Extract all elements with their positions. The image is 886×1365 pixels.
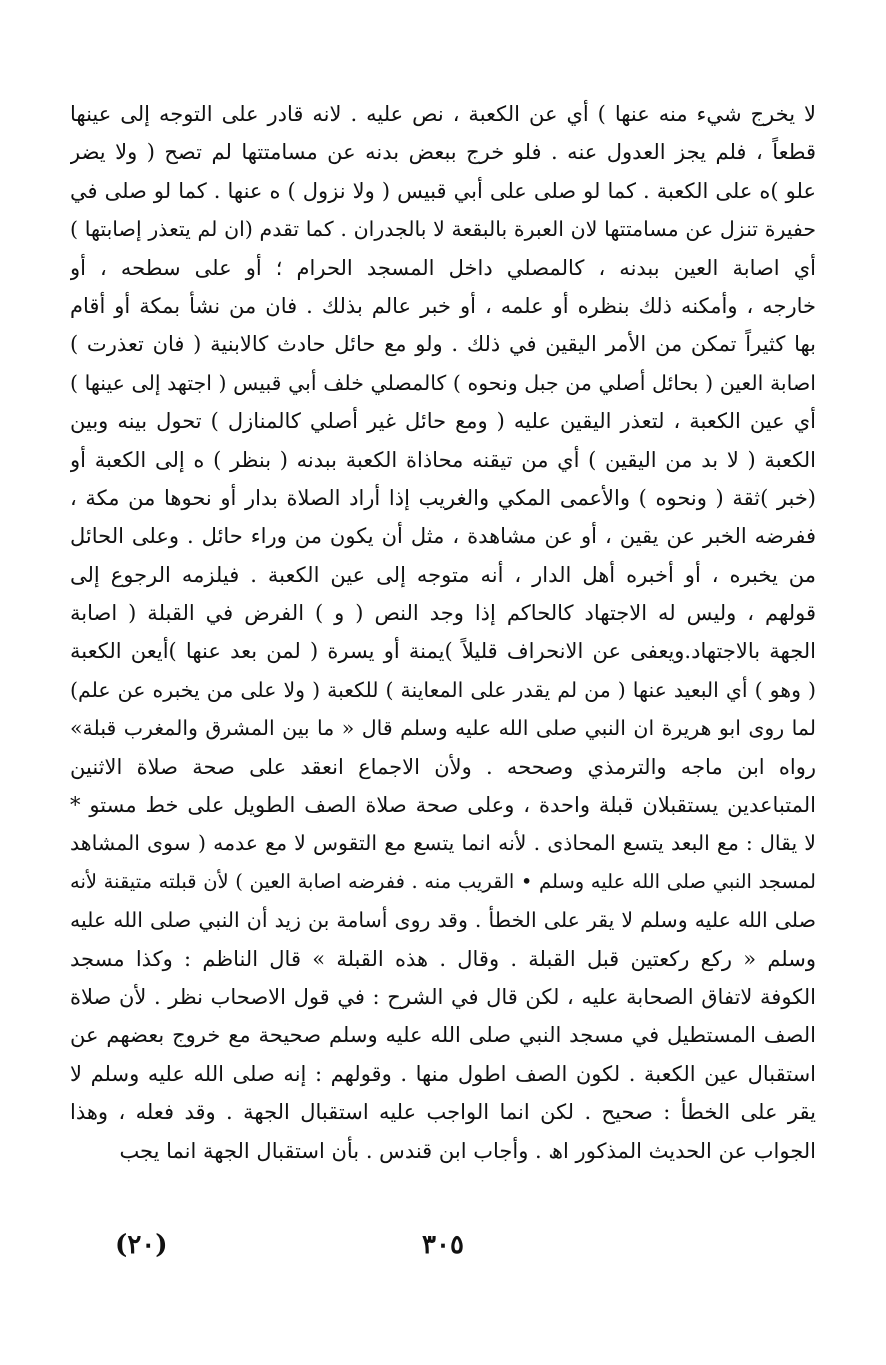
text-line: رواه ابن ماجه والترمذي وصححه . ولأن الاجماع انعقد على صحة صلاة الاثنين	[70, 754, 816, 779]
text-line: حفيرة تنزل عن مسامتتها لان العبرة بالبقعة لا بالجدران . كما تقدم (ان لم يتعذر إصابتها )	[70, 217, 816, 242]
text-line: المتباعدين يستقبلان قبلة واحدة ، وعلى صحة صلاة الصف الطويل على خط مستو *	[70, 793, 816, 818]
text-line: اصابة العين ( بحائل أصلي من جبل ونحوه ) كالمصلي خلف أبي قبيس ( اجتهد إلى عينها )	[70, 370, 816, 395]
text-line: لما روى ابو هريرة ان النبي صلى الله عليه وسلم قال « ما بين المشرق والمغرب قبلة»	[70, 716, 816, 741]
body-text	[70, 95, 816, 1170]
text-line: أي عين الكعبة ، لتعذر اليقين عليه ( ومع حائل غير أصلي كالمنازل ) تحول بينه وبين	[70, 409, 816, 434]
text-line: (خبر )ثقة ( ونحوه ) والأعمى المكي والغريب إذا أراد الصلاة بدار أو نحوها من مكة ،	[70, 485, 816, 510]
text-line: الجهة بالاجتهاد.ويعفى عن الانحراف قليلاً )يمنة أو يسرة ( لمن بعد عنها )أيعن الكعبة	[70, 639, 816, 664]
text-line: الجواب عن الحديث المذكور اھ . وأجاب ابن قندس . بأن استقبال الجهة انما يجب	[119, 1138, 816, 1163]
text-line: الكوفة لاتفاق الصحابة عليه ، لكن قال في الشرح : في قول الاصحاب نظر . لأن صلاة	[70, 984, 816, 1009]
text-line: خارجه ، وأمكنه ذلك بنظره أو علمه ، أو خبر عالم بذلك . فان من نشأ بمكة أو أقام	[70, 293, 816, 318]
text-line: لا يخرج شيء منه عنها ) أي عن الكعبة ، نص عليه . لانه قادر على التوجه إلى عينها	[70, 102, 816, 126]
signature-mark: (٢٠)	[115, 1230, 168, 1260]
text-line: علو )ه على الكعبة . كما لو صلى على أبي قبيس ( ولا نزول ) ه عنها . كما لو صلى في	[70, 178, 816, 203]
text-line: من يخبره ، أو أخبره أهل الدار ، أنه متوجه إلى عين الكعبة . فيلزمه الرجوع إلى	[70, 562, 816, 587]
text-line: الصف المستطيل في مسجد النبي صلى الله عليه وسلم صحيحة مع خروج بعضهم عن	[70, 1023, 816, 1048]
text-line: استقبال عين الكعبة . لكون الصف اطول منها . وقولهم : إنه صلى الله عليه وسلم لا	[70, 1061, 816, 1086]
text-line: لمسجد النبي صلى الله عليه وسلم • القريب منه . ففرضه اصابة العين ) لأن قبلته متيقنة لأنه	[70, 869, 816, 893]
text-line: ففرضه الخبر عن يقين ، أو عن مشاهدة ، مثل أن يكون من وراء حائل . وعلى الحائل	[70, 524, 816, 549]
text-line: بها كثيراً تمكن من الأمر اليقين في ذلك . ولو مع حائل حادث كالابنية ( فان تعذرت )	[70, 332, 816, 357]
text-line: الكعبة ( لا بد من اليقين ) أي من تيقنه محاذاة الكعبة ببدنه ( بنظر ) ه إلى الكعبة أو	[70, 447, 816, 472]
page-number: ٣٠٥	[422, 1230, 464, 1260]
text-line: أي اصابة العين ببدنه ، كالمصلي داخل المسجد الحرام ؛ أو على سطحه ، أو	[70, 255, 816, 280]
text-line: صلى الله عليه وسلم لا يقر على الخطأ . وقد روى أسامة بن زيد أن النبي صلى الله عليه	[70, 908, 816, 933]
text-line: ( وهو ) أي البعيد عنها ( من لم يقدر على المعاينة ) للكعبة ( ولا على من يخبره عن علم)	[70, 677, 816, 702]
text-line: يقر على الخطأ : صحيح . لكن انما الواجب عليه استقبال الجهة . وقد فعله ، وهذا	[70, 1100, 816, 1125]
text-line: لا يقال : مع البعد يتسع المحاذى . لأنه انما يتسع مع التقوس لا مع عدمه ( سوى المشاهد	[70, 831, 816, 856]
text-line: وسلم « ركع ركعتين قبل القبلة . وقال . هذه القبلة » قال الناظم : وكذا مسجد	[70, 946, 816, 971]
page-footer	[70, 1225, 816, 1265]
text-line: قولهم ، وليس له الاجتهاد كالحاكم إذا وجد النص ( و ) الفرض في القبلة ( اصابة	[70, 601, 816, 626]
text-line: قطعاً ، فلم يجز العدول عنه . فلو خرج ببعض بدنه عن مسامتتها لم تصح ( ولا يضر	[70, 140, 816, 165]
